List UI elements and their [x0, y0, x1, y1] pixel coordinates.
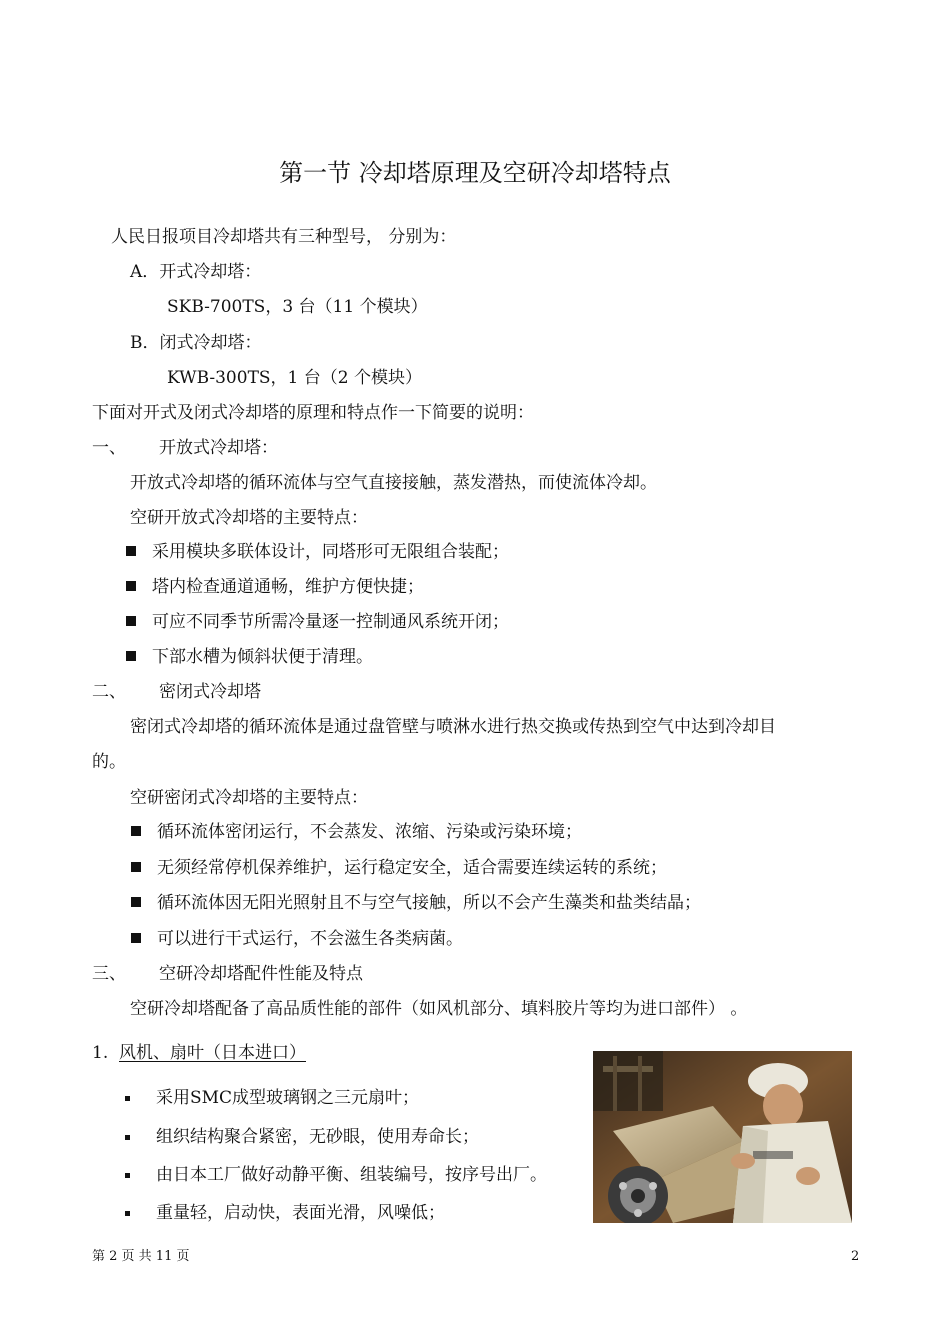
- small-square-bullet-icon: [125, 1173, 130, 1178]
- model-b-spec: KWB-300TS，1 台（2 个模块）: [167, 368, 422, 388]
- square-bullet-icon: [131, 933, 141, 943]
- section-2-bullet: 循环流体因无阳光照射且不与空气接触，所以不会产生藻类和盐类结晶；: [131, 892, 701, 914]
- section-1-bullet: 可应不同季节所需冷量逐一控制通风系统开闭；: [126, 611, 509, 633]
- page-footer-left: 第 2 页 共 11 页: [92, 1249, 190, 1264]
- section-3-heading: 空研冷却塔配件性能及特点: [159, 964, 363, 984]
- fan-bullet: 由日本工厂做好动静平衡、组装编号，按序号出厂。: [125, 1164, 547, 1186]
- square-bullet-icon: [126, 546, 136, 556]
- section-2-bullet: 无须经常停机保养维护，运行稳定安全，适合需要连续运转的系统；: [131, 857, 667, 879]
- small-square-bullet-icon: [125, 1135, 130, 1140]
- fan-num: 1.: [92, 1043, 109, 1063]
- page-number: 2: [851, 1249, 860, 1264]
- model-a-label: A．开式冷却塔：: [130, 262, 262, 282]
- square-bullet-icon: [131, 862, 141, 872]
- model-a-spec: SKB-700TS，3 台（11 个模块）: [167, 297, 428, 317]
- fan-bullet: 采用SMC成型玻璃钢之三元扇叶；: [125, 1087, 419, 1109]
- square-bullet-icon: [126, 581, 136, 591]
- page-title: 第一节 冷却塔原理及空研冷却塔特点: [279, 159, 671, 187]
- square-bullet-icon: [131, 826, 141, 836]
- section-2-desc-line1: 密闭式冷却塔的循环流体是通过盘管壁与喷淋水进行热交换或传热到空气中达到冷却目: [130, 717, 776, 737]
- section-2-sub: 空研密闭式冷却塔的主要特点：: [130, 788, 368, 808]
- section-3-desc: 空研冷却塔配备了高品质性能的部件（如风机部分、填料胶片等均为进口部件） 。: [130, 999, 748, 1019]
- square-bullet-icon: [131, 897, 141, 907]
- fan-heading: 风机、扇叶（日本进口）: [119, 1043, 306, 1063]
- section-2-bullet: 循环流体密闭运行，不会蒸发、浓缩、污染或污染环境；: [131, 821, 582, 843]
- section-1-bullet: 采用模块多联体设计，同塔形可无限组合装配；: [126, 541, 509, 563]
- section-1-bullet: 塔内检查通道通畅，维护方便快捷；: [126, 576, 424, 598]
- section-3-num: 三、: [92, 964, 126, 984]
- lead-text: 下面对开式及闭式冷却塔的原理和特点作一下简要的说明：: [92, 403, 534, 423]
- square-bullet-icon: [126, 616, 136, 626]
- section-2-num: 二、: [92, 682, 126, 702]
- section-2-bullet: 可以进行干式运行，不会滋生各类病菌。: [131, 928, 463, 950]
- model-b-label: B．闭式冷却塔：: [130, 333, 262, 353]
- fan-bullet: 重量轻，启动快，表面光滑，风噪低；: [125, 1202, 445, 1224]
- section-1-sub: 空研开放式冷却塔的主要特点：: [130, 508, 368, 528]
- section-1-bullet: 下部水槽为倾斜状便于清理。: [126, 646, 373, 668]
- section-1-num: 一、: [92, 438, 126, 458]
- intro-text: 人民日报项目冷却塔共有三种型号， 分别为：: [111, 227, 457, 247]
- section-2-heading: 密闭式冷却塔: [159, 682, 261, 702]
- section-1-heading: 开放式冷却塔：: [159, 438, 278, 458]
- fan-bullet: 组织结构聚合紧密，无砂眼，使用寿命长；: [125, 1126, 479, 1148]
- small-square-bullet-icon: [125, 1211, 130, 1216]
- small-square-bullet-icon: [125, 1096, 130, 1101]
- section-2-desc-line2: 的。: [92, 752, 126, 772]
- section-1-desc: 开放式冷却塔的循环流体与空气直接接触，蒸发潜热，而使流体冷却。: [130, 473, 657, 493]
- fan-blade-worker-photo: [593, 1051, 852, 1223]
- square-bullet-icon: [126, 651, 136, 661]
